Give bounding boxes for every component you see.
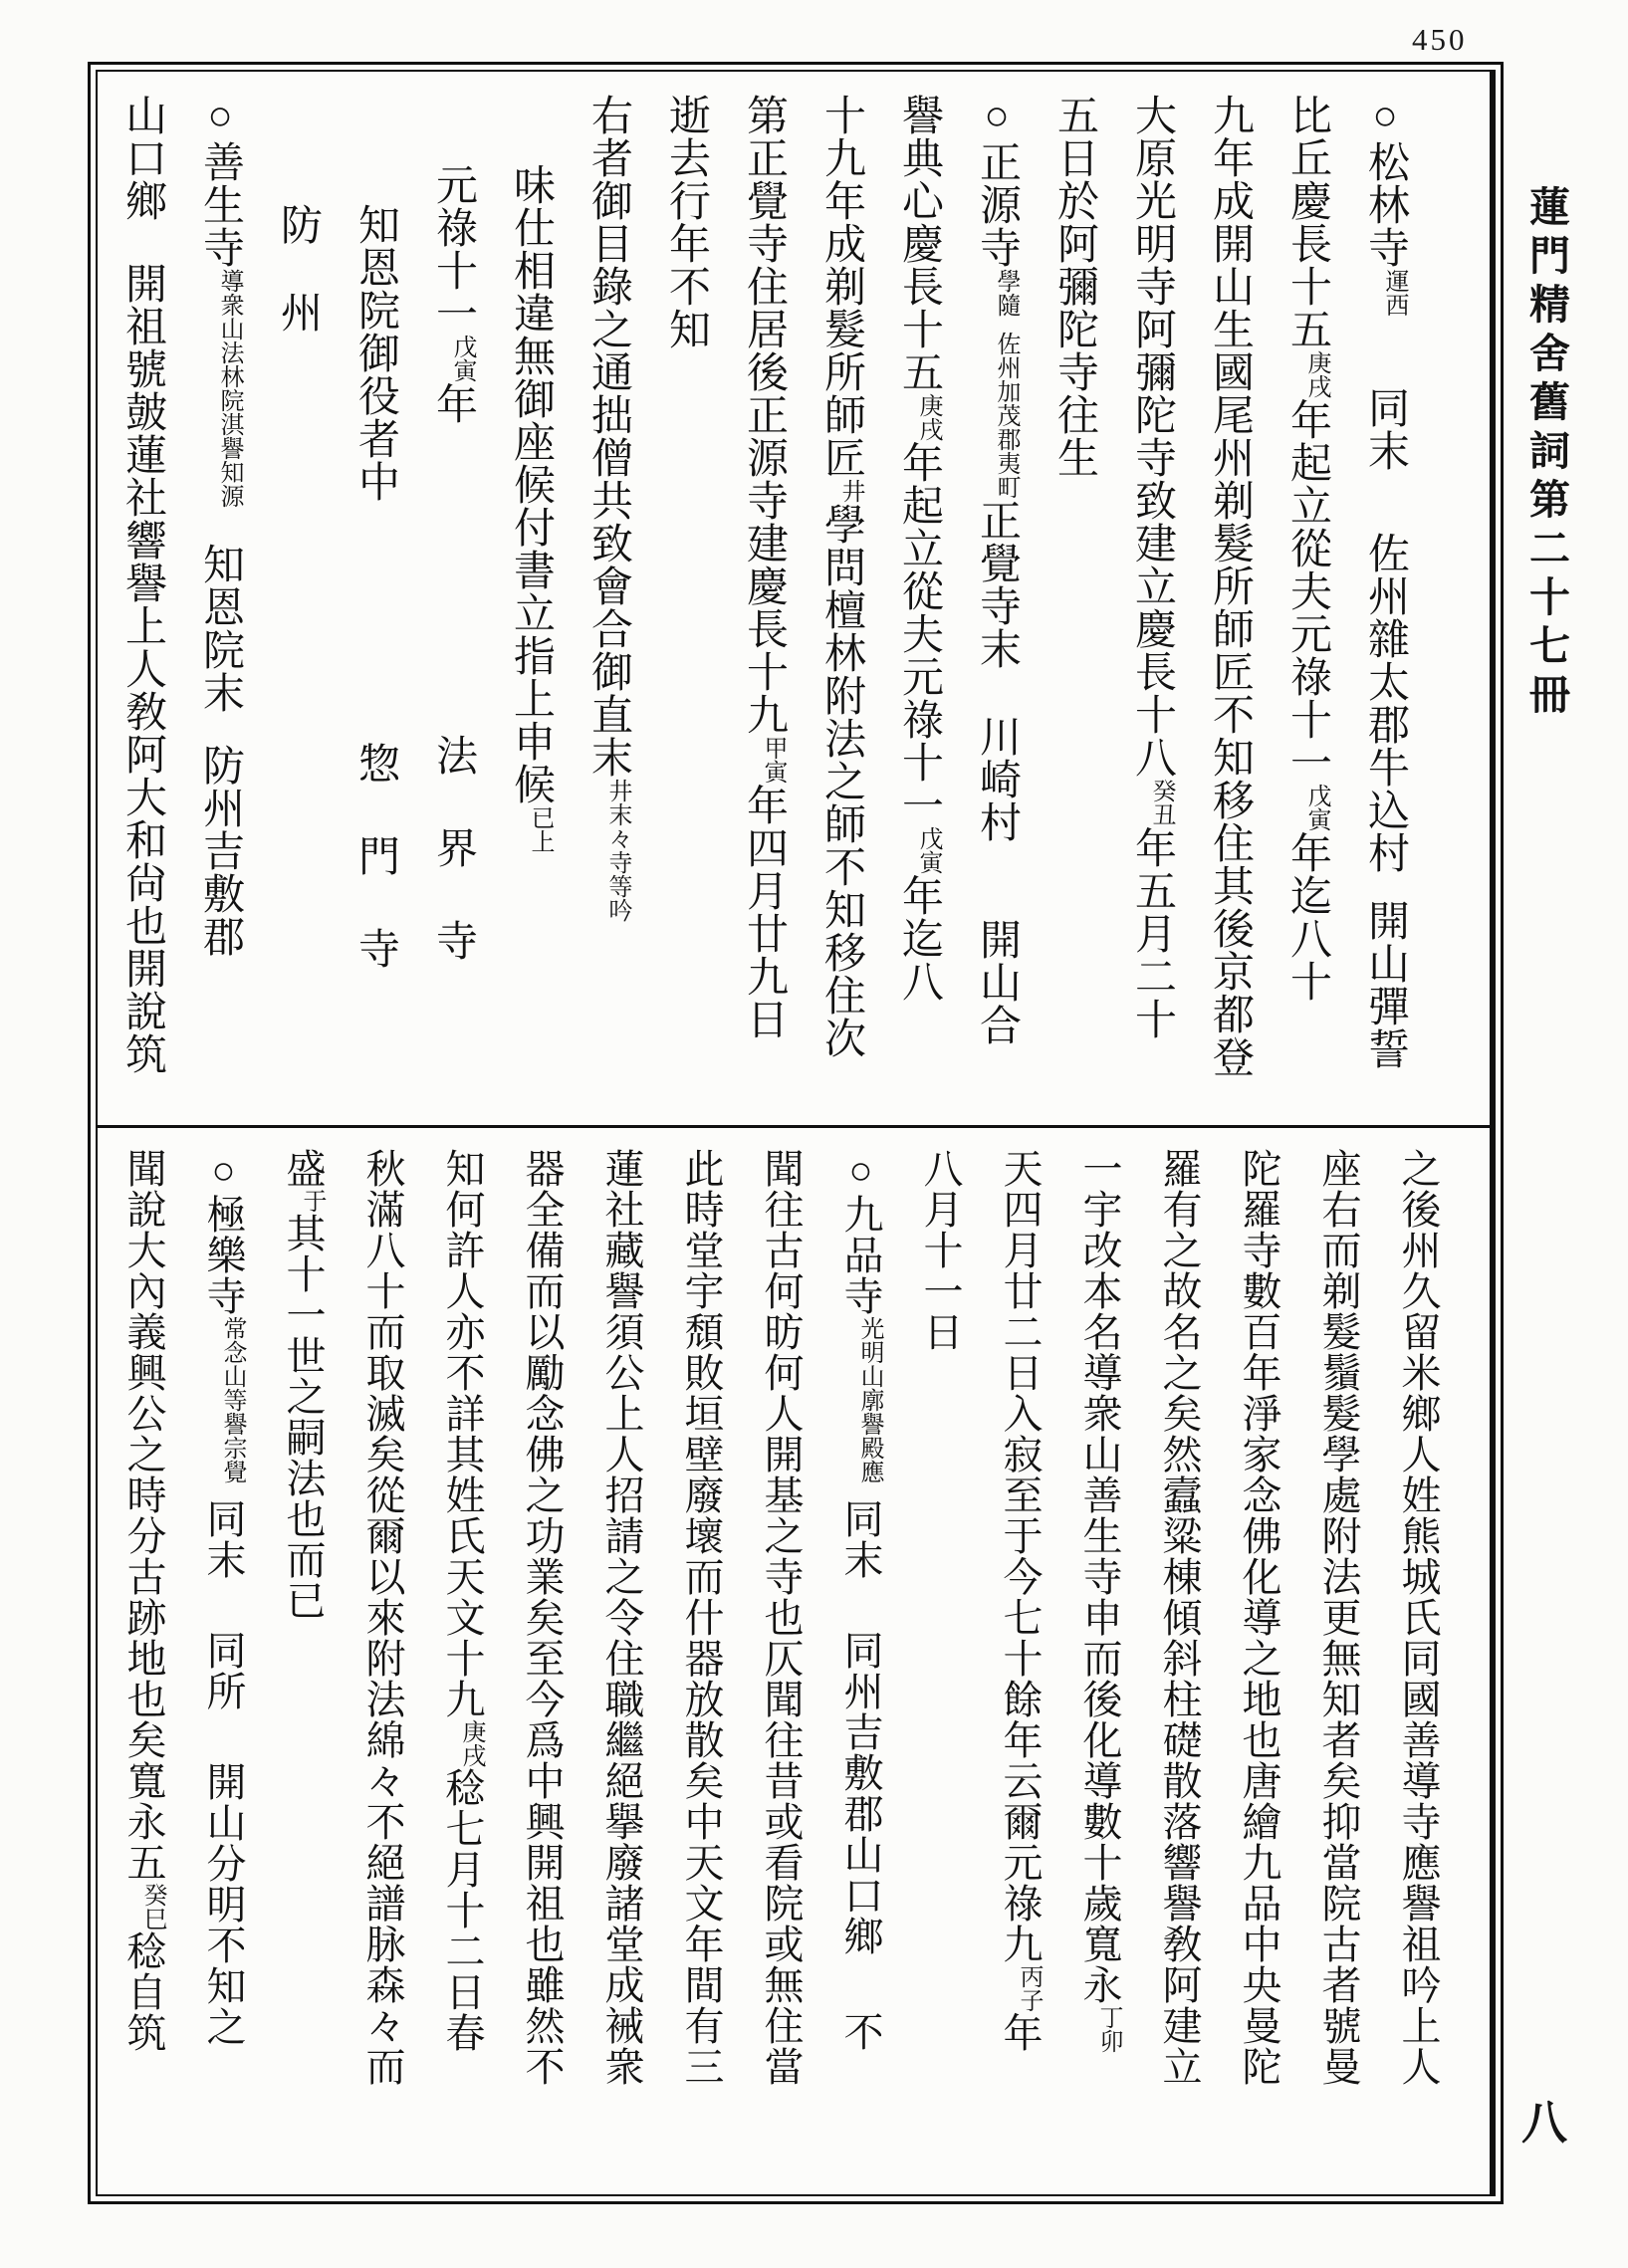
text-column: [661, 1148, 741, 2181]
small-annotation-run: 已上: [527, 805, 553, 853]
text-column: [803, 94, 880, 1119]
text-run: 同末: [838, 1498, 883, 1580]
text-run: 五日於阿彌陀寺往生: [1051, 94, 1097, 479]
text-run: 不: [838, 2011, 883, 2052]
text-run: 味仕相違無御座候付書立指上申候: [508, 163, 554, 805]
text-gap: [374, 94, 376, 203]
small-annotation-run: 癸巳: [139, 1883, 165, 1930]
text-run: 佐州雜太郡牛込村: [1362, 532, 1408, 874]
text-run: 年: [998, 2012, 1043, 2053]
text-run: 聞說大內義興公之時分古跡地也矣寬永五: [121, 1148, 166, 1883]
small-annotation-run: 光明山廓譽殿應: [856, 1316, 882, 1483]
text-column: [1139, 1148, 1219, 2181]
text-run: 惣: [352, 742, 398, 785]
text-run: 山口鄉: [119, 94, 165, 222]
text-column: [343, 1148, 422, 2181]
small-annotation-run: 井: [837, 479, 863, 503]
page-border-frame: [88, 62, 1504, 2204]
text-run: 年起立從夫元祿十一: [896, 441, 942, 826]
page-number: 450: [1412, 22, 1468, 57]
text-run: ○松林寺: [1362, 94, 1408, 269]
folio-number: 八: [1521, 2098, 1567, 2149]
text-run: 法: [430, 734, 476, 777]
small-annotation-run: 丙子: [1016, 1964, 1042, 2012]
text-run: 知恩院御役者中: [352, 203, 398, 503]
text-gap: [452, 777, 454, 826]
text-run: ○善生寺: [197, 94, 243, 269]
text-run: 年四月廿九日: [741, 784, 787, 1040]
small-annotation-run: 癸丑: [1148, 779, 1174, 826]
text-run: 年五月二十: [1129, 826, 1175, 1040]
text-run: 聞往古何昉何人開基之寺也仄聞往昔或看院或無住當: [759, 1148, 804, 2087]
text-run: 此時堂宇頹敗垣壁廢壞而什器放散矣中天文年間有三: [679, 1148, 724, 2087]
text-gap: [374, 785, 376, 834]
text-gap: [222, 1580, 224, 1630]
text-gap: [222, 1711, 224, 1761]
text-gap: [859, 1580, 861, 1630]
text-gap: [297, 246, 299, 291]
text-run: 其十一世之嗣法也而已: [281, 1213, 326, 1621]
text-column: [1269, 94, 1346, 1119]
text-column: [647, 94, 725, 1119]
text-run: 學問檀林附法之師不知移住次: [818, 503, 864, 1059]
text-gap: [1384, 874, 1386, 899]
text-run: 川崎村: [974, 715, 1020, 843]
text-run: ○九品寺: [838, 1148, 883, 1316]
text-gap: [859, 1956, 861, 2011]
text-run: 年迄八十: [1284, 831, 1330, 1003]
text-run: 大原光明寺阿彌陀寺致建立慶長十八: [1129, 94, 1175, 779]
text-column: [502, 1148, 581, 2181]
text-run: ○極樂寺: [201, 1148, 246, 1316]
text-run: 八月十一日: [918, 1148, 963, 1352]
small-annotation-run: 運西: [1381, 269, 1407, 317]
text-column: [880, 94, 958, 1119]
text-column: [1378, 1148, 1458, 2181]
text-column: [1059, 1148, 1139, 2181]
small-annotation-run: 戊寅: [1303, 784, 1329, 831]
text-gap: [996, 843, 998, 918]
text-column: [1191, 94, 1269, 1119]
text-gap: [996, 670, 998, 715]
text-column: [104, 94, 181, 1119]
text-column: [900, 1148, 980, 2181]
upper-text-block: [98, 72, 1438, 1125]
small-annotation-run: 戊寅: [449, 335, 475, 382]
text-column: [263, 1148, 343, 2181]
text-run: 知恩院末: [197, 543, 243, 714]
text-run: 座右而剃髮鬚髮學處附法更無知者矣抑當院古者號曼: [1316, 1148, 1361, 2087]
text-run: 寺: [352, 927, 398, 970]
text-gap: [374, 877, 376, 927]
small-annotation-run: 學隨: [993, 269, 1019, 317]
text-column: [1219, 1148, 1298, 2181]
text-run: 秋滿八十而取滅矣從爾以來附法綿々不絕譜脉森々而: [360, 1148, 405, 2087]
text-column: [980, 1148, 1059, 2181]
small-annotation-run: 常念山等譽宗覺: [219, 1316, 245, 1483]
text-run: 防: [275, 203, 321, 246]
text-gap: [374, 503, 376, 742]
text-column: [414, 94, 492, 1119]
text-gap: [859, 1483, 861, 1498]
text-run: 界: [430, 826, 476, 869]
text-column: [820, 1148, 900, 2181]
lower-text-block: [98, 1128, 1470, 2187]
small-annotation-run: 導衆山法林院淇譽知源: [216, 269, 242, 508]
small-annotation-run: 于: [299, 1189, 325, 1213]
text-run: 一宇改本名導衆山善生寺申而後化導數十歲寬永: [1077, 1148, 1122, 2005]
text-run: 譽典心慶長十五: [896, 94, 942, 393]
text-run: 之後州久留米鄉人姓熊城氏同國善導寺應譽祖吟上人: [1396, 1148, 1441, 2087]
text-run: 年迄八: [896, 874, 942, 1003]
text-gap: [530, 94, 532, 163]
text-column: [181, 94, 259, 1119]
frame-inner-border: [96, 70, 1496, 2196]
text-run: 器全備而以勵念佛之功業矣至今爲中興開祖也雖然不: [520, 1148, 565, 2087]
text-gap: [297, 94, 299, 203]
text-gap: [452, 869, 454, 919]
text-gap: [222, 1483, 224, 1498]
text-run: 元祿十一: [430, 163, 476, 335]
text-run: 羅有之故名之矣然蠧粱棟傾斜柱礎散落響譽敎阿建立: [1157, 1148, 1202, 2087]
text-column: [492, 94, 570, 1119]
text-run: 州: [275, 291, 321, 334]
text-run: 開山合: [974, 918, 1020, 1046]
text-column: [1346, 94, 1424, 1119]
text-run: 逝去行年不知: [663, 94, 709, 350]
text-run: 稔自筑: [121, 1930, 166, 2053]
text-run: 年起立從夫元祿十一: [1284, 398, 1330, 784]
text-run: 開山分明不知之: [201, 1761, 246, 2047]
text-run: 同所: [201, 1630, 246, 1711]
small-annotation-run: 庚戌: [458, 1719, 484, 1767]
text-gap: [452, 425, 454, 734]
small-annotation-run: 丁卯: [1095, 2005, 1121, 2053]
text-run: 稔七月十二日春: [440, 1767, 485, 2053]
text-run: 知何許人亦不詳其姓氏天文十九: [440, 1148, 485, 1719]
text-column: [1298, 1148, 1378, 2181]
text-column: [337, 94, 414, 1119]
text-column: [1036, 94, 1113, 1119]
text-run: 寺: [430, 919, 476, 962]
text-gap: [219, 508, 221, 543]
text-column: [1113, 94, 1191, 1119]
text-run: 同州吉敷郡山口鄉: [838, 1630, 883, 1956]
text-run: 正覺寺末: [974, 499, 1020, 670]
small-annotation-run: 庚戌: [915, 393, 941, 441]
small-annotation-run: 戊寅: [915, 826, 941, 874]
small-annotation-run: 井末々寺等吟: [604, 779, 630, 922]
text-run: 開山彈誓: [1362, 899, 1408, 1070]
small-annotation-run: 佐州加茂郡夷町: [993, 332, 1019, 499]
text-run: 盛: [281, 1148, 326, 1189]
text-run: 右者御目錄之通拙僧共致會合御直末: [585, 94, 631, 779]
text-gap: [219, 714, 221, 744]
text-run: 蓮社藏譽須公上人招請之令住職繼絕擧廢諸堂成裓衆: [599, 1148, 644, 2087]
text-run: 同末: [201, 1498, 246, 1580]
text-column: [958, 94, 1036, 1119]
text-run: 同末: [1362, 386, 1408, 472]
text-run: 天四月廿二日入寂至于今七十餘年云爾元祿九: [998, 1148, 1043, 1964]
text-run: 年: [430, 382, 476, 425]
text-run: ○正源寺: [974, 94, 1020, 269]
text-column: [570, 94, 647, 1119]
text-column: [259, 94, 337, 1119]
text-run: 防州吉敷郡: [197, 744, 243, 958]
text-column: [183, 1148, 263, 2181]
text-gap: [1384, 317, 1386, 386]
text-run: 門: [352, 834, 398, 877]
text-column: [422, 1148, 502, 2181]
text-column: [104, 1148, 183, 2181]
text-gap: [1384, 472, 1386, 532]
small-annotation-run: 甲寅: [760, 736, 786, 784]
small-annotation-run: 庚戌: [1303, 350, 1329, 398]
text-run: 比丘慶長十五: [1284, 94, 1330, 350]
text-run: 第正覺寺住居後正源寺建慶長十九: [741, 94, 787, 736]
text-gap: [452, 94, 454, 163]
text-run: 開祖號皷蓮社響譽上人敎阿大和尙也開說筑: [119, 262, 165, 1075]
text-column: [741, 1148, 820, 2181]
margin-title: 蓮門精舍舊詞第二十七冊: [1523, 185, 1569, 722]
text-run: 陀羅寺數百年淨家念佛化導之地也唐繪九品中央曼陀: [1237, 1148, 1281, 2087]
text-gap: [996, 317, 998, 332]
text-column: [581, 1148, 661, 2181]
text-run: 九年成開山生國尾州剃髮所師匠不知移住其後京都登: [1207, 94, 1253, 1078]
text-column: [725, 94, 803, 1119]
text-gap: [141, 222, 143, 262]
text-run: 十九年成剃髮所師匠: [818, 94, 864, 479]
